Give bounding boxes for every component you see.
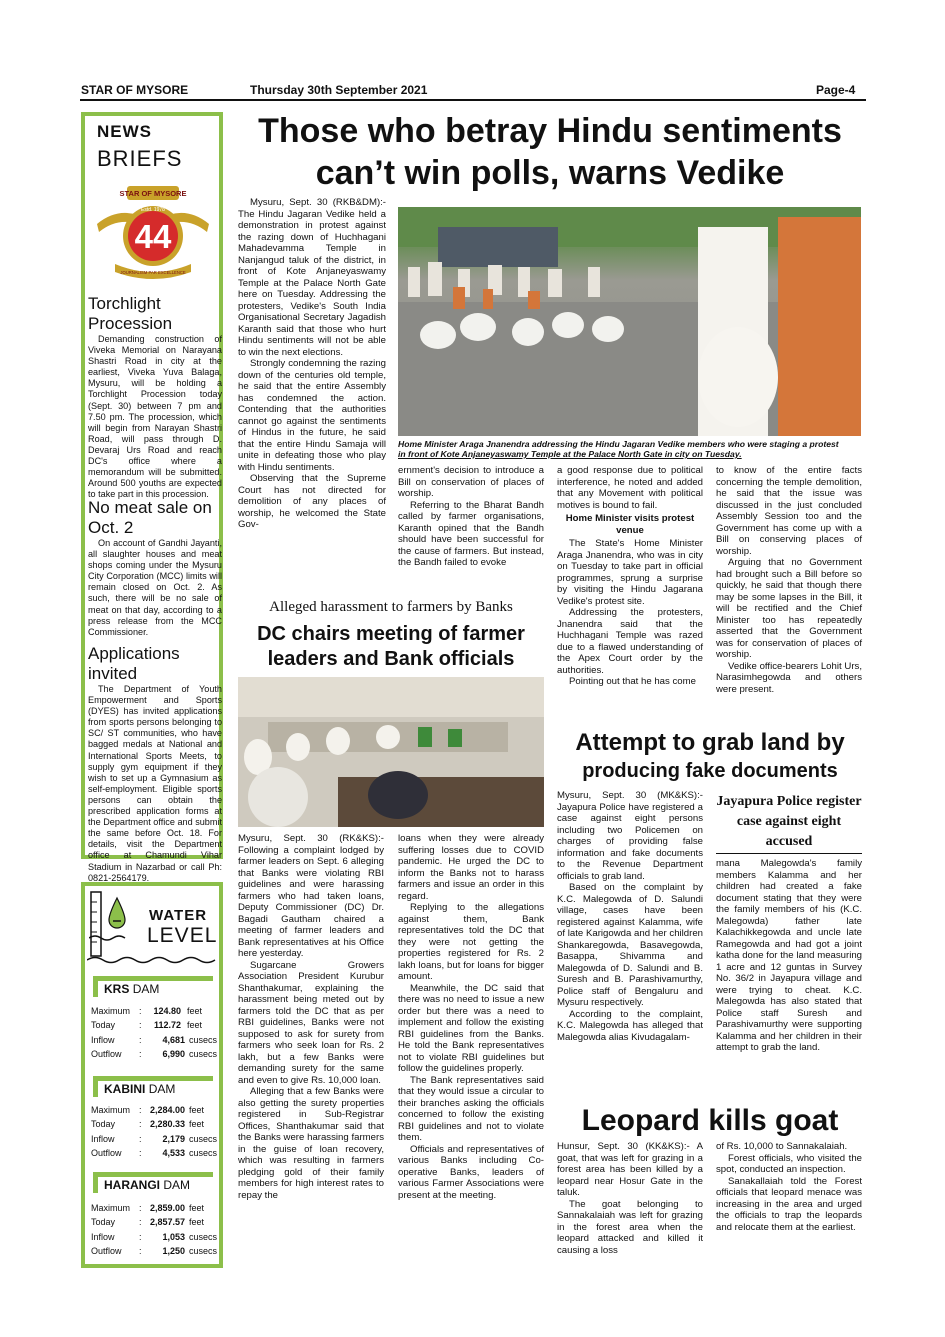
land-headline: Attempt to grab land by producing fake documents — [575, 729, 845, 782]
lead-subhead: Home Minister visits protest venue — [565, 513, 695, 536]
leopard-col-1: Hunsur, Sept. 30 (KK&KS):- A goat, that was left for grazing in a forest area has been killed by a leopard near Hosur Gate in the taluk. The goat belonging to Sannakalaiah was left for grazing in the forest area when the leopard attacked and killed it causing a loss — [557, 1141, 703, 1256]
masthead-rule — [80, 99, 866, 101]
dam-row: Today : 112.72 feet — [91, 1020, 203, 1030]
dam-row: Outflow : 4,533 cusecs — [91, 1148, 218, 1158]
dc-kicker: Alleged harassment to farmers by Banks — [269, 599, 513, 615]
brief-2-body: On account of Gandhi Jayanti, all slaughter houses and meat shops coming under the Mysuru City Corporation (MCC) limits will remain closed on Oct. 2. As such, there will be no sale of meat on that day, according to a press release from the MCC Commissioner. — [88, 538, 222, 637]
lead-col-3: a good response due to political interference, he noted and added that any Movement with political motives is bound to fail. Home Minister visits protest venue The State's Home Minister Araga Jnanendra, who was in city on Tuesday to take part in official programmes, sprung a surprise by visiting the Hindu Jagarana Vedike's protest site. Addressing the protesters, Jnanendra said that the Huchhagani Temple was razed due to a flawed understanding of the Apex Court order by the authorities. Pointing out that he has come — [557, 465, 703, 687]
lead-col-2: ernment's decision to introduce a Bill on conservation of places of worship. Referring to the Bharat Bandh called by farmer organisations, Karanth opined that the Bandh should have been successful for the cause of farmers. But instead, the Bandh failed to evoke — [398, 465, 544, 568]
lead-col-1: Mysuru, Sept. 30 (RKB&DM):- The Hindu Jagaran Vedike held a demonstration in protest against the razing down of Huchhagani Mahadevamma Temple in Nanjangud taluk of the district, in front of Kote Anjaneyaswamy Temple at the Palace North Gate here on Tuesday. Addressing the protesters, Vedike's South India Organisational Secretary Jagadish Karanth said that those who hurt Hindu sentiments will not be able to win the next elections. Strongly condemning the razing down of the centuries old temple, he said that the entire Assembly has condemned the action. Contending that the authorities cannot go against the sentiments of Hindus in the future, he said that the entire Hindu Samaja will unite in defeating those who play with Hindu sentiments. Observing that the Supreme Court has not directed for demolition of any places of worship, he welcomed the State Gov- — [238, 197, 386, 530]
meeting-photo — [238, 677, 544, 827]
dam-row: Outflow : 1,250 cusecs — [91, 1246, 218, 1256]
dam-row: Maximum : 124.80 feet — [91, 1006, 203, 1016]
masthead-paper: STAR OF MYSORE — [81, 83, 189, 97]
dam-row: Inflow : 4,681 cusecs — [91, 1035, 218, 1045]
star-of-mysore-44-logo — [91, 184, 215, 284]
dam-row: Today : 2,857.57 feet — [91, 1217, 205, 1227]
dam-row: Outflow : 6,990 cusecs — [91, 1049, 218, 1059]
brief-3-heading: Applications invited — [88, 644, 180, 683]
news-briefs-box — [81, 112, 223, 883]
dam-label-krs: KRS DAM — [93, 976, 213, 997]
dc-col-2: loans when they were already suffering losses due to COVID pandemic. He urged the DC to inform the Banks not to harass farmers and issue an order in this regard. Replying to the allegations against them, Bank representatives told the DC that they were not getting the properties registered for Rs. 2 lakh loans, but for loans for bigger amount. Meanwhile, the DC said that there was no need to issue a new order but there was a need to implement and follow the existing RBI guidelines from the Banks. He told the Bank representatives not to violate RBI guidelines but follow the guidelines properly. The Bank representatives said that they would issue a circular to their branches asking the officials concerned to follow the existing RBI guidelines and not to violate them. Officials and representatives of various Banks including Co-operative Banks, leaders of various Farmer Associations were present at the meeting. — [398, 833, 544, 1201]
brief-1-body: Demanding construction of Viveka Memorial on Narayana Shastri Road in city at the earliest, Viveka Yuva Balaga, Mysuru, will be holding a Torchlight Procession today (Sept. 30) between 7 pm and 7.50 pm. The procession, which will begin from Narayan Shastri Road, will pass through D. Devaraj Urs Road and reach DC's office where a memorandum will be submitted. Around 500 youths are expected to take part in this procession. — [88, 334, 222, 500]
brief-2-heading: No meat sale on Oct. 2 — [88, 498, 212, 537]
land-col-2: mana Malegowda's family members Kalamma and her children had created a fake document stating that they were the family members of his (K.C. Malegowda) father late Kalachikkegowda and uncle late Ramegowda and had got a joint katha done for the land measuring 1 acre and 12 guntas in Survey No. 36/2 in Jayapura village and were trying to cheat. K.C. Malegowda has also stated that Police staff Suresh and Parashivamurthy were supporting Kalamma and her children in their attempt to grab the land. — [716, 858, 862, 1053]
masthead-page: Page-4 — [816, 83, 856, 97]
water-title: WATER — [149, 907, 208, 924]
briefs-title-news: NEWS — [97, 122, 152, 141]
brief-3-body: The Department of Youth Empowerment and Sports (DYES) has invited applications from sports persons belonging to SC/ ST communities, who have bagged medals at National and International Sports Meets, to supply gym equipment if they wish to set up a Gymnasium as self-employment. Eligible sports persons can obtain the prescribed application forms at the Department office and submit the same before Oct. 18. For details, visit the Department office at Chamundi Vihar Stadium in Nazarbad or call Ph: 0821-2564179. — [88, 684, 222, 883]
leopard-headline: Leopard kills goat — [581, 1104, 839, 1137]
dam-label-kabini: KABINI DAM — [93, 1076, 213, 1097]
gauge-icon — [89, 890, 129, 960]
level-title: LEVEL — [147, 924, 218, 947]
dam-row: Inflow : 1,053 cusecs — [91, 1232, 218, 1242]
dc-headline: DC chairs meeting of farmer leaders and Bank officials — [257, 623, 525, 670]
masthead-date: Thursday 30th September 2021 — [250, 83, 428, 97]
dam-row: Today : 2,280.33 feet — [91, 1119, 205, 1129]
land-kicker: Jayapura Police register case against eight accused — [716, 794, 862, 849]
dc-col-1: Mysuru, Sept. 30 (RK&KS):- Following a complaint lodged by farmer leaders on Sept. 6 alleging that Banks were violating RBI guidelines and were harassing farmers who had taken loans, Deputy Commissioner (DC) Dr. Bagadi Gautham chaired a meeting of farmer leaders and Bank representatives at his Office here yesterday. Sugarcane Growers Association President Kurubur Shanthakumar, explaining the harassment being meted out by farmers told the DC that as per RBI guidelines, Banks were not supposed to ask for surety from farmers who seek loan for Rs. 2 lakh, but a few Banks were demanding surety for the same and even to give Rs. 10,000 loan. Alleging that a few Banks were also getting the surety properties registered in Sub-Registrar Offices, Shanthakumar said that the Banks were harassing farmers in the guise of loan recovery, which was resulting in farmers pledging gold of their family members for high interest rates to repay the — [238, 833, 384, 1201]
brief-1 — [88, 294, 222, 500]
lead-headline: Those who betray Hindu sentiments can’t win polls, warns Vedike — [258, 112, 842, 192]
briefs-title-briefs: BRIEFS — [97, 146, 183, 171]
dam-row: Maximum : 2,859.00 feet — [91, 1203, 205, 1213]
protest-caption: Home Minister Araga Jnanendra addressing the Hindu Jagaran Vedike members who were staging a protest in front of Kote Anjaneyaswamy Temple at the Palace North Gate in city on Tuesday. — [398, 439, 839, 459]
dam-row: Inflow : 2,179 cusecs — [91, 1134, 218, 1144]
logo-top-text: STAR OF MYSORE — [119, 189, 187, 198]
brief-1-heading: Torchlight Procession — [88, 294, 173, 333]
protest-photo — [398, 207, 861, 436]
land-col-1: Mysuru, Sept. 30 (MK&KS):- Jayapura Police have registered a case against eight persons including two Policemen on charges of providing false information and fake documents to the Revenue Department officials to grab land. Based on the complaint by K.C. Malegowda of D. Salundi village, cases have been registered against Kalamma, wife of late Karigowda and her children Shankaregowda, Basavegowda, Basappa, Shivamma and Malegowda of D. Salundi and B. Suresh and B. Parashivamurthy, Police staff of Bengaluru and Mysuru respectively. According to the complaint, K.C. Malegowda has alleged that Malegowda alias Kivudagalam- — [557, 790, 703, 1043]
logo-estd: Estd. 1978 — [141, 207, 165, 213]
water-line — [87, 952, 217, 962]
land-kicker-rule — [716, 853, 862, 854]
brief-3 — [88, 644, 222, 884]
logo-bottom-text: JOURNALISM PAR EXCELLENCE — [120, 270, 186, 275]
lead-col-4: to know of the entire facts concerning the temple demolition, he said that the issue was discussed in the just concluded Assembly Session too and the Government has come up with a Bill on conserving places of worship. Arguing that no Government had brought such a Bill before so quickly, he said that though there may be some lapses in the Bill, it will be rectified and the Chief Minister too has repeatedly asserted that the Government was for conservation of places of worship. Vedike office-bearers Lohit Urs, Narasimhegowda and others were present. — [716, 465, 862, 695]
leopard-col-2: of Rs. 10,000 to Sannakalaiah. Forest officials, who visited the spot, conducted an inspection. Sanakallaiah told the Forest officials that leopard menace was increasing in the area and urged the officials to trap the leopards and relocate them at the earliest. — [716, 1141, 862, 1233]
water-level-box — [81, 882, 223, 1268]
logo-number: 44 — [134, 218, 172, 255]
brief-2 — [88, 498, 222, 638]
dam-row: Maximum : 2,284.00 feet — [91, 1105, 205, 1115]
dam-label-harangi: HARANGI DAM — [93, 1172, 213, 1193]
